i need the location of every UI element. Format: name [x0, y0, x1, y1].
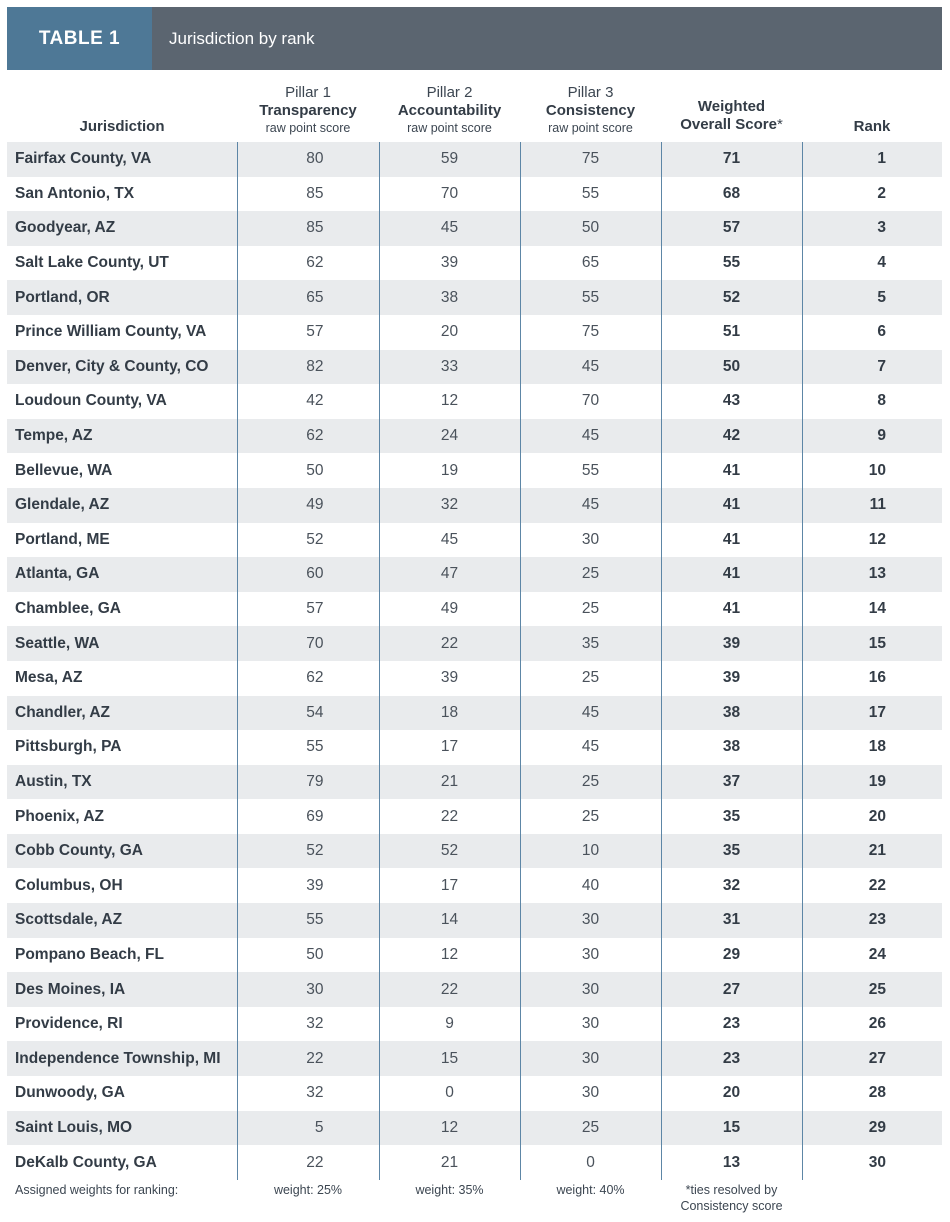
weighted-score-cell: 41	[661, 488, 802, 523]
jurisdiction-cell: Saint Louis, MO	[7, 1111, 237, 1146]
jurisdiction-cell: Scottsdale, AZ	[7, 903, 237, 938]
pillar-1-cell: 62	[237, 661, 379, 696]
table-row	[7, 280, 942, 315]
pillar-1-cell: 85	[237, 177, 379, 212]
rank-cell: 5	[802, 280, 942, 315]
column-headers	[7, 78, 942, 142]
pillar-3-cell: 30	[520, 1041, 661, 1076]
weighted-score-cell: 38	[661, 730, 802, 765]
weighted-score-cell: 41	[661, 557, 802, 592]
jurisdiction-cell: Glendale, AZ	[7, 488, 237, 523]
jurisdiction-cell: Des Moines, IA	[7, 972, 237, 1007]
table-row	[7, 730, 942, 765]
pillar-3-cell: 40	[520, 868, 661, 903]
pillar-2-cell: 9	[379, 1007, 520, 1042]
jurisdiction-cell: Providence, RI	[7, 1007, 237, 1042]
weighted-score-cell: 32	[661, 868, 802, 903]
pillar-2-cell: 21	[379, 1145, 520, 1180]
weighted-score-cell: 39	[661, 661, 802, 696]
weighted-score-cell: 68	[661, 177, 802, 212]
jurisdiction-cell: Chandler, AZ	[7, 696, 237, 731]
jurisdiction-cell: Independence Township, MI	[7, 1041, 237, 1076]
jurisdiction-cell: Phoenix, AZ	[7, 799, 237, 834]
pillar-2-cell: 14	[379, 903, 520, 938]
pillar-3-cell: 30	[520, 972, 661, 1007]
table-row	[7, 315, 942, 350]
rank-cell: 18	[868, 738, 886, 756]
jurisdiction-cell: Fairfax County, VA	[7, 142, 237, 177]
pillar-2-cell: 32	[379, 488, 520, 523]
weighted-score-cell: 51	[661, 315, 802, 350]
pillar-3-cell: 45	[520, 730, 661, 765]
jurisdiction-cell: Prince William County, VA	[7, 315, 237, 350]
jurisdiction-cell: Seattle, WA	[7, 626, 237, 661]
table-row	[7, 177, 942, 212]
rank-cell: 27	[802, 1041, 942, 1076]
weighted-score-cell: 23	[661, 1041, 802, 1076]
rank-cell: 12	[868, 530, 886, 548]
rank-cell: 30	[868, 1153, 886, 1171]
rank-cell: 15	[802, 626, 942, 661]
rank-cell: 24	[868, 945, 886, 963]
pillar-3-cell: 30	[520, 523, 661, 558]
pillar-2-cell: 33	[379, 350, 520, 385]
pillar-1-cell: 22	[237, 1145, 379, 1180]
pillar-3-cell: 30	[520, 938, 661, 973]
jurisdiction-cell: Loudoun County, VA	[7, 384, 237, 419]
table-row	[7, 1111, 942, 1146]
table-row	[7, 523, 942, 558]
pillar-1-cell: 69	[237, 799, 379, 834]
table-row	[7, 696, 942, 731]
weighted-score-cell: 50	[661, 350, 802, 385]
pillar-2-cell: 22	[379, 626, 520, 661]
pillar-1-cell: 62	[237, 419, 379, 454]
pillar-1-cell: 79	[237, 765, 379, 800]
pillar-2-cell: 15	[379, 1041, 520, 1076]
pillar-3-cell: 25	[520, 592, 661, 627]
jurisdiction-cell: Austin, TX	[7, 765, 237, 800]
pillar-2-cell: 45	[379, 523, 520, 558]
pillar-1-cell: 55	[237, 730, 379, 765]
header-pillar-2: Pillar 2 Accountability raw point score	[397, 84, 502, 135]
jurisdiction-cell: Portland, OR	[7, 280, 237, 315]
pillar-2-cell: 52	[379, 834, 520, 869]
pillar-2-cell: 12	[379, 384, 520, 419]
table-row	[7, 972, 942, 1007]
rank-cell: 11	[802, 488, 942, 523]
table-row	[7, 661, 942, 696]
pillar-1-cell: 60	[237, 557, 379, 592]
table-row	[7, 557, 942, 592]
pillar-1-cell: 49	[237, 488, 379, 523]
table-row	[7, 868, 942, 903]
rank-cell: 23	[802, 903, 942, 938]
table-row	[7, 384, 942, 419]
jurisdiction-cell: Atlanta, GA	[7, 557, 237, 592]
pillar-3-cell: 45	[520, 350, 661, 385]
pillar-2-cell: 49	[379, 592, 520, 627]
rank-cell: 1	[802, 142, 942, 177]
jurisdiction-cell: Dunwoody, GA	[7, 1076, 237, 1111]
weighted-score-cell: 55	[661, 246, 802, 281]
pillar-1-cell: 70	[237, 626, 379, 661]
table-row	[7, 938, 942, 973]
rank-cell: 10	[868, 461, 886, 479]
rank-cell: 14	[868, 600, 886, 618]
pillar-3-cell: 55	[520, 177, 661, 212]
weighted-score-cell: 43	[661, 384, 802, 419]
header-pillar-1: Pillar 1 Transparency raw point score	[259, 84, 357, 135]
jurisdiction-cell: Denver, City & County, CO	[7, 350, 237, 385]
header-rank: Rank	[853, 118, 891, 135]
jurisdiction-cell: Bellevue, WA	[7, 453, 237, 488]
table-number: TABLE 1	[7, 7, 152, 70]
weight-pillar-1: weight: 25%	[273, 1183, 343, 1197]
pillar-2-cell: 22	[379, 799, 520, 834]
pillar-1-cell: 82	[237, 350, 379, 385]
pillar-3-cell: 30	[520, 1076, 661, 1111]
weighted-score-cell: 27	[661, 972, 802, 1007]
table-banner	[7, 7, 942, 70]
header-weighted-score: Weighted Overall Score*	[680, 98, 783, 133]
weighted-score-cell: 41	[661, 453, 802, 488]
table-row	[7, 903, 942, 938]
weighted-score-cell: 13	[661, 1145, 802, 1180]
pillar-1-cell: 52	[237, 523, 379, 558]
jurisdiction-cell: Portland, ME	[7, 523, 237, 558]
pillar-2-cell: 0	[379, 1076, 520, 1111]
table-row	[7, 1145, 942, 1180]
pillar-1-cell: 42	[237, 384, 379, 419]
jurisdiction-cell: Columbus, OH	[7, 868, 237, 903]
pillar-2-cell: 12	[379, 1111, 520, 1146]
weighted-score-cell: 35	[661, 834, 802, 869]
weighted-score-cell: 38	[661, 696, 802, 731]
pillar-1-cell: 30	[237, 972, 379, 1007]
rank-cell: 4	[877, 254, 886, 272]
rank-cell: 26	[868, 1015, 886, 1033]
table-row	[7, 799, 942, 834]
weighted-score-cell: 39	[661, 626, 802, 661]
table-row	[7, 350, 942, 385]
pillar-2-cell: 24	[379, 419, 520, 454]
pillar-3-cell: 50	[520, 211, 661, 246]
pillar-3-cell: 45	[520, 419, 661, 454]
table-row	[7, 453, 942, 488]
pillar-3-cell: 25	[520, 557, 661, 592]
pillar-1-cell: 50	[237, 938, 379, 973]
weighted-score-cell: 41	[661, 523, 802, 558]
rank-cell: 20	[868, 807, 886, 825]
pillar-3-cell: 55	[520, 280, 661, 315]
table-row	[7, 592, 942, 627]
table-row	[7, 765, 942, 800]
jurisdiction-cell: Salt Lake County, UT	[7, 246, 237, 281]
weighted-score-cell: 42	[661, 419, 802, 454]
jurisdiction-cell: Pompano Beach, FL	[7, 938, 237, 973]
table-row	[7, 488, 942, 523]
pillar-1-cell: 22	[237, 1041, 379, 1076]
pillar-2-cell: 22	[379, 972, 520, 1007]
pillar-1-cell: 80	[237, 142, 379, 177]
rank-cell: 6	[877, 323, 886, 341]
pillar-3-cell: 45	[520, 488, 661, 523]
rank-cell: 16	[868, 669, 886, 687]
pillar-2-cell: 70	[379, 177, 520, 212]
pillar-2-cell: 21	[379, 765, 520, 800]
pillar-2-cell: 19	[379, 453, 520, 488]
weighted-score-cell: 31	[661, 903, 802, 938]
weights-label: Assigned weights for ranking:	[15, 1183, 179, 1197]
weighted-score-cell: 20	[661, 1076, 802, 1111]
rank-cell: 8	[877, 392, 886, 410]
rank-cell: 17	[802, 696, 942, 731]
pillar-1-cell: 62	[237, 246, 379, 281]
pillar-2-cell: 18	[379, 696, 520, 731]
table-row	[7, 419, 942, 454]
jurisdiction-cell: Chamblee, GA	[7, 592, 237, 627]
pillar-1-cell: 55	[237, 903, 379, 938]
weighted-score-cell: 52	[661, 280, 802, 315]
rank-cell: 22	[868, 876, 886, 894]
ranking-table	[7, 142, 942, 1180]
pillar-1-cell: 39	[237, 868, 379, 903]
pillar-3-cell: 10	[520, 834, 661, 869]
tie-note: *ties resolved by Consistency score	[680, 1183, 783, 1213]
header-pillar-3: Pillar 3 Consistency raw point score	[545, 84, 636, 135]
pillar-2-cell: 17	[379, 730, 520, 765]
jurisdiction-cell: Mesa, AZ	[7, 661, 237, 696]
weighted-score-cell: 35	[661, 799, 802, 834]
rank-cell: 7	[802, 350, 942, 385]
pillar-3-cell: 30	[520, 1007, 661, 1042]
pillar-2-cell: 20	[379, 315, 520, 350]
pillar-2-cell: 12	[379, 938, 520, 973]
jurisdiction-cell: Tempe, AZ	[7, 419, 237, 454]
header-jurisdiction: Jurisdiction	[79, 118, 165, 135]
table-row	[7, 626, 942, 661]
pillar-1-cell: 32	[237, 1007, 379, 1042]
pillar-3-cell: 25	[520, 1111, 661, 1146]
weighted-score-cell: 57	[661, 211, 802, 246]
pillar-3-cell: 25	[520, 799, 661, 834]
rank-cell: 9	[802, 419, 942, 454]
pillar-3-cell: 75	[520, 142, 661, 177]
weight-pillar-2: weight: 35%	[415, 1183, 484, 1197]
rank-cell: 13	[802, 557, 942, 592]
weighted-score-cell: 41	[661, 592, 802, 627]
table-title: Jurisdiction by rank	[169, 28, 315, 48]
table-row	[7, 1041, 942, 1076]
jurisdiction-cell: DeKalb County, GA	[7, 1145, 237, 1180]
jurisdiction-cell: Pittsburgh, PA	[7, 730, 237, 765]
pillar-1-cell: 32	[237, 1076, 379, 1111]
pillar-2-cell: 38	[379, 280, 520, 315]
pillar-3-cell: 35	[520, 626, 661, 661]
table-row	[7, 246, 942, 281]
pillar-3-cell: 55	[520, 453, 661, 488]
pillar-1-cell: 85	[237, 211, 379, 246]
pillar-1-cell: 52	[237, 834, 379, 869]
weight-pillar-3: weight: 40%	[556, 1183, 625, 1197]
pillar-3-cell: 25	[520, 661, 661, 696]
pillar-3-cell: 45	[520, 696, 661, 731]
weighted-score-cell: 71	[661, 142, 802, 177]
rank-cell: 25	[802, 972, 942, 1007]
pillar-3-cell: 30	[520, 903, 661, 938]
table-row	[7, 142, 942, 177]
rank-cell: 2	[877, 184, 886, 202]
pillar-1-cell: 54	[237, 696, 379, 731]
pillar-2-cell: 45	[379, 211, 520, 246]
jurisdiction-cell: Goodyear, AZ	[7, 211, 237, 246]
pillar-1-cell: 5	[237, 1111, 379, 1146]
jurisdiction-cell: Cobb County, GA	[7, 834, 237, 869]
weighted-score-cell: 29	[661, 938, 802, 973]
pillar-3-cell: 70	[520, 384, 661, 419]
pillar-3-cell: 25	[520, 765, 661, 800]
weighted-score-cell: 23	[661, 1007, 802, 1042]
pillar-1-cell: 57	[237, 315, 379, 350]
rank-cell: 3	[802, 211, 942, 246]
rank-cell: 29	[802, 1111, 942, 1146]
rank-cell: 21	[802, 834, 942, 869]
rank-cell: 19	[802, 765, 942, 800]
pillar-1-cell: 65	[237, 280, 379, 315]
table-row	[7, 1007, 942, 1042]
table-row	[7, 211, 942, 246]
weighted-score-cell: 37	[661, 765, 802, 800]
pillar-2-cell: 47	[379, 557, 520, 592]
pillar-2-cell: 39	[379, 661, 520, 696]
weighted-score-cell: 15	[661, 1111, 802, 1146]
rank-cell: 28	[868, 1084, 886, 1102]
pillar-1-cell: 57	[237, 592, 379, 627]
table-row	[7, 1076, 942, 1111]
pillar-3-cell: 0	[520, 1145, 661, 1180]
pillar-3-cell: 75	[520, 315, 661, 350]
pillar-2-cell: 17	[379, 868, 520, 903]
pillar-3-cell: 65	[520, 246, 661, 281]
pillar-2-cell: 39	[379, 246, 520, 281]
pillar-2-cell: 59	[379, 142, 520, 177]
jurisdiction-cell: San Antonio, TX	[7, 177, 237, 212]
table-row	[7, 834, 942, 869]
pillar-1-cell: 50	[237, 453, 379, 488]
